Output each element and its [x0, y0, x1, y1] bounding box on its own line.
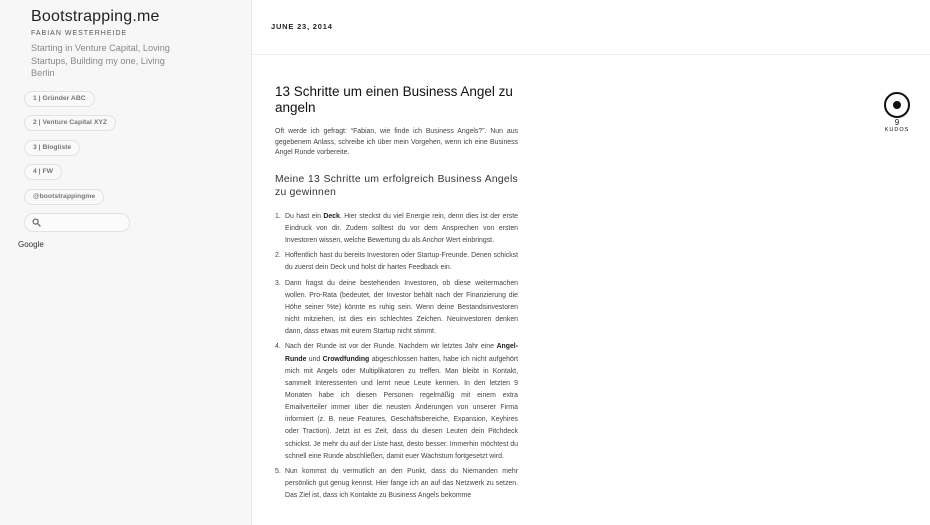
site-description: Starting in Venture Capital, Loving Startups, Building my one, Living Berlin — [31, 43, 170, 78]
step-text: Du hast ein — [285, 212, 324, 220]
site-author: FABIAN WESTERHEIDE — [31, 30, 128, 37]
list-item — [275, 250, 518, 274]
step-number: 4. — [275, 343, 281, 351]
step-text: und — [306, 355, 323, 363]
step-number: 5. — [275, 467, 281, 475]
google-link[interactable]: Google — [18, 240, 44, 249]
nav-item-venture-capital-xyz[interactable]: 2 | Venture Capital XYZ — [24, 115, 116, 131]
step-link-crowdfunding[interactable]: Crowdfunding — [322, 355, 370, 363]
list-item — [275, 278, 518, 339]
step-text: . Hier steckst du viel Energie rein, denn dies ist der erste Eindruck von dir. Zudem solltest du vor dem Ansprechen von ersten Investoren wissen, welche Bewertung du als Anchor Wert einbringst. — [285, 212, 518, 245]
post-title[interactable]: 13 Schritte um einen Business Angel zu angeln — [275, 84, 513, 115]
list-item — [275, 466, 518, 502]
steps-list — [275, 211, 518, 503]
search-box[interactable] — [24, 213, 130, 232]
step-text: Nun kommst du vermutlich an den Punkt, dass du Niemanden mehr persönlich gut genug kennst. Hier fange ich an auf das Netzwerk zu setzen. Das Ziel ist, dass ich Kontakte zu Business Angels bekomme — [285, 467, 518, 500]
nav-item-twitter[interactable]: @bootstrappingme — [24, 189, 104, 205]
article — [275, 84, 518, 505]
sidebar — [0, 0, 252, 525]
nav-item-blogliste[interactable]: 3 | Blogliste — [24, 140, 80, 156]
list-item — [275, 211, 518, 247]
kudos-label: KUDOS — [884, 127, 910, 133]
site-title[interactable]: Bootstrapping.me — [31, 8, 160, 25]
kudos-dot — [893, 101, 901, 109]
post-date-bar — [253, 0, 930, 55]
post-date: JUNE 23, 2014 — [271, 22, 333, 31]
kudos-icon[interactable] — [884, 92, 910, 118]
step-text: Hoffentlich hast du bereits Investoren oder Startup-Freunde. Denen schickst du zuerst dein Deck und holst dir hartes Feedback ein. — [285, 252, 518, 272]
search-input[interactable] — [45, 216, 125, 229]
step-number: 1. — [275, 212, 281, 220]
list-item — [275, 341, 518, 463]
post-intro: Oft werde ich gefragt: “Fabian, wie finde ich Business Angels?”. Nun aus gegebenem Anlass, schreibe ich über mein Vorgehen, wenn ich eine Business Angel Runde vorbereite. — [275, 128, 518, 157]
nav-item-gruender-abc[interactable]: 1 | Gründer ABC — [24, 91, 95, 107]
step-link-deck[interactable]: Deck — [323, 212, 340, 220]
step-link-angel-runde[interactable]: Angel-Runde — [285, 343, 518, 363]
step-number: 3. — [275, 279, 281, 287]
step-text: Dann fragst du deine bestehenden Investoren, ob diese weitermachen wollen. Pro-Rata (bedeutet, der Investor behält nach der Finanzierung die Höhe seiner %te) könnte es ruhig sein. Wenn deine Bestandsinvestoren nicht mitziehen, ist dies ein schlechtes Zeichen. Neuinvestoren denken dann, dass etwas mit eurem Startup nicht stimmt. — [285, 279, 518, 336]
post-subheading: Meine 13 Schritte um erfolgreich Business Angels zu gewinnen — [275, 173, 518, 199]
search-icon — [32, 218, 41, 227]
step-text: Nach der Runde ist vor der Runde. Nachdem wir letztes Jahr eine — [285, 343, 497, 351]
step-text: abgeschlossen hatten, habe ich nicht aufgehört mich mit Angels oder Multiplikatoren zu treffen. Man bleibt in Kontakt, sammelt Interessenten und lernt neue Leute kennen. In den letzten 9 Monaten habe ich diesen Personen regelmäßig mit einem extra Emailverteiler immer über die neusten Änderungen von unserer Firma informiert (z. B. neue Features, Geschäftsbereiche, Expansion, Keyhires oder Traction). Jetzt ist es Zeit, dass du diesen Leuten dein Pitchdeck schickst. Je mehr du auf der Liste hast, desto besser. Immerhin möchtest du schnell eine Runde abschließen, damit euer Wachstum fortgesetzt wird. — [285, 355, 518, 460]
kudos-widget[interactable] — [883, 92, 911, 133]
step-number: 2. — [275, 252, 281, 260]
kudos-count: 9 — [894, 118, 900, 127]
nav-item-fw[interactable]: 4 | FW — [24, 164, 62, 180]
